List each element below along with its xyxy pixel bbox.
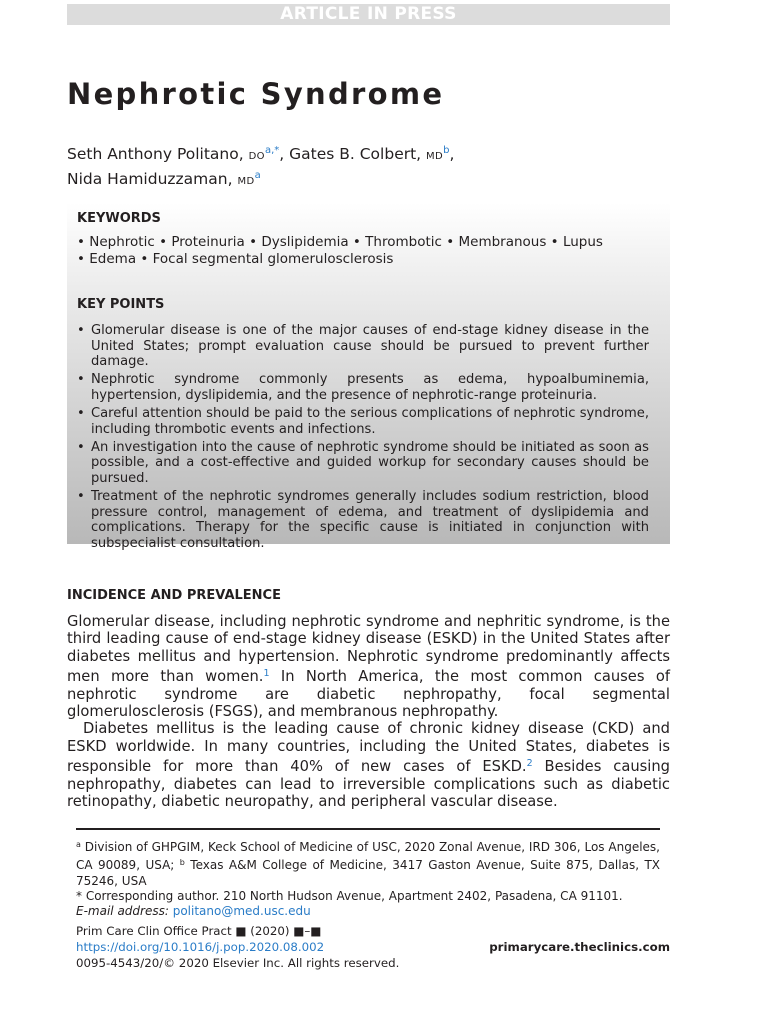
footnote-divider (76, 828, 660, 830)
keyword: Edema (89, 251, 137, 267)
keyword: Nephrotic (89, 234, 155, 250)
section-heading: INCIDENCE AND PREVALENCE (67, 588, 281, 603)
corresponding-author: * Corresponding author. 210 North Hudson Avenue, Apartment 2402, Pasadena, CA 91101. (76, 888, 623, 903)
keywords-list: • Nephrotic • Proteinuria • Dyslipidemia • Thrombotic • Membranous • Lupus • Edema • Focal segmental glomerulosclerosis (77, 234, 603, 267)
affiliation-b: Texas A&M College of Medicine, 3417 Gaston Avenue, Suite 875, Dallas, TX 75246, USA (76, 858, 660, 888)
author-degree: DO (248, 151, 265, 162)
affiliation-link[interactable]: a (254, 170, 261, 181)
affiliation-a: Division of GHPGIM, Keck School of Medicine of USC, 2020 Zonal Avenue, IRD 306, Los Angeles, CA 90089, USA; (76, 840, 660, 873)
paragraph-text: Besides causing nephropathy, diabetes can lead to irreversible complications such as diabetic retinopathy, diabetic neuropathy, and peripheral vascular disease. (67, 758, 670, 811)
journal-info (76, 923, 670, 971)
key-points-list (77, 323, 649, 554)
footnote-mark: b (179, 858, 185, 868)
journal-site-link[interactable]: primarycare.theclinics.com (489, 940, 670, 954)
keyword: Thrombotic (365, 234, 442, 250)
keywords-heading: KEYWORDS (77, 211, 161, 226)
key-point: • Treatment of the nephrotic syndromes generally includes sodium restriction, blood pressure control, management of edema, and treatment of dyslipidemia and complications. Therapy for the specific cause is initiated in conjunction with subspecialist consultation. (77, 489, 649, 551)
email-line (76, 904, 660, 919)
keyword: Proteinuria (171, 234, 245, 250)
author-name: Gates B. Colbert, (289, 145, 427, 163)
doi-link[interactable]: https://doi.org/10.1016/j.pop.2020.08.002 (76, 940, 325, 954)
footnote-mark: a (76, 840, 81, 849)
email-label: E-mail address: (76, 904, 169, 919)
body-text (67, 613, 670, 810)
author-separator: , (279, 145, 290, 163)
article-in-press-banner: ARTICLE IN PRESS (67, 4, 670, 25)
journal-citation: Prim Care Clin Office Pract ■ (2020) ■–■ (76, 924, 322, 938)
paragraph-text: In North America, the most common causes of nephrotic syndrome are diabetic nephropathy, focal segmental glomerulosclerosis (FSGS), and membranous nephropathy. (67, 668, 670, 721)
footnotes (76, 837, 660, 919)
author-name: Seth Anthony Politano, (67, 145, 249, 163)
body-paragraph (67, 613, 670, 720)
article-title: Nephrotic Syndrome (67, 77, 445, 111)
keyword: Lupus (562, 234, 603, 250)
body-paragraph (67, 720, 670, 810)
author-name: Nida Hamiduzzaman, (67, 170, 238, 188)
key-point: • Nephrotic syndrome commonly presents as edema, hypoalbuminemia, hypertension, dyslipidemia, and the presence of nephrotic-range proteinuria. (77, 372, 649, 403)
keyword: Focal segmental glomerulosclerosis (152, 251, 394, 267)
author-list (67, 141, 687, 191)
affiliation-link[interactable]: a,* (264, 145, 280, 156)
key-point: • An investigation into the cause of nephrotic syndrome should be initiated as soon as possible, and a cost-effective and guided workup for secondary causes should be pursued. (77, 440, 649, 487)
affiliation-link[interactable]: b (443, 145, 450, 156)
key-point: • Glomerular disease is one of the major causes of end-stage kidney disease in the United States; prompt evaluation cause should be pursued to prevent further damage. (77, 323, 649, 370)
keyword: Dyslipidemia (261, 234, 349, 250)
author-degree: MD (426, 151, 444, 162)
paragraph-text: Diabetes mellitus is the leading cause of chronic kidney disease (CKD) and ESKD worldwide. In many countries, including the United States, diabetes is responsible for more than 40% of new cases of ESKD. (67, 720, 670, 776)
keyword: Membranous (458, 234, 547, 250)
key-point: • Careful attention should be paid to the serious complications of nephrotic syndrome, including thrombotic events and infections. (77, 406, 649, 437)
author-degree: MD (237, 176, 255, 187)
reference-link[interactable]: 1 (263, 668, 270, 680)
keywords-keypoints-box (67, 203, 670, 551)
paragraph-text: Glomerular disease, including nephrotic syndrome and nephritic syndrome, is the third leading cause of end-stage kidney disease (ESKD) in the United States after diabetes mellitus and hypertension. Nephrotic syndrome predominantly affects men more than women. (67, 613, 670, 686)
reference-link[interactable]: 2 (526, 758, 533, 770)
email-link[interactable]: politano@med.usc.edu (172, 904, 311, 919)
key-points-heading: KEY POINTS (77, 297, 165, 312)
author-separator: , (449, 145, 455, 163)
affiliations-footnote (76, 837, 660, 889)
copyright-line: 0095-4543/20/© 2020 Elsevier Inc. All rights reserved. (76, 956, 400, 970)
